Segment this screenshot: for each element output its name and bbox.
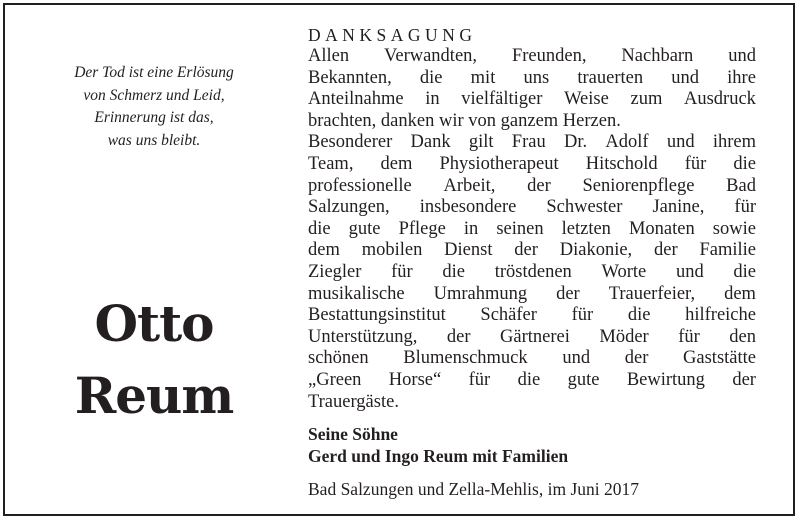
quote-line: von Schmerz und Leid, xyxy=(83,86,225,104)
signature-line-1: Seine Söhne xyxy=(308,424,398,445)
text-line: „Green Horse“ für die gute Bewirtung der xyxy=(308,369,756,390)
text-line: professionelle Arbeit, der Seniorenpflege Bad xyxy=(308,175,756,196)
quote-line: Der Tod ist eine Erlösung xyxy=(74,64,234,81)
right-column xyxy=(308,24,756,500)
text-line: brachten, danken wir von ganzem Herzen. xyxy=(308,110,621,131)
text-line: Team, dem Physiotherapeut Hitschold für die xyxy=(308,153,756,174)
left-column xyxy=(15,5,293,514)
text-line: Bestattungsinstitut Schäfer für die hilfreiche xyxy=(308,305,756,326)
deceased-last-name: Reum xyxy=(74,366,234,425)
text-line: Anteilnahme in vielfältiger Weise zum Ausdruck xyxy=(308,89,756,110)
quote-line: Erinnerung ist das, xyxy=(94,109,214,126)
deceased-name xyxy=(15,288,293,432)
text-line: Bekannten, die mit uns trauerten und ihre xyxy=(308,67,756,88)
acknowledgement-paragraph-2 xyxy=(308,132,756,413)
text-line: Allen Verwandten, Freunden, Nachbarn und xyxy=(308,46,756,66)
text-line: Ziegler für die tröstdenen Worte und die xyxy=(308,261,756,282)
text-line: Trauergäste. xyxy=(308,391,399,412)
signature-line-2: Gerd und Ingo Reum mit Familien xyxy=(308,445,569,466)
text-line: musikalische Umrahmung der Trauerfeier, dem xyxy=(308,283,756,304)
text-line: Salzungen, insbesondere Schwester Janine, für xyxy=(308,197,756,218)
signature xyxy=(308,424,756,467)
text-line: Besonderer Dank gilt Frau Dr. Adolf und ihrem xyxy=(308,132,756,153)
quote-line: was uns bleibt. xyxy=(107,131,201,149)
text-line: schönen Blumenschmuck und der Gaststätte xyxy=(308,348,756,369)
place-date: Bad Salzungen und Zella-Mehlis, im Juni 2017 xyxy=(308,479,639,500)
text-line: die gute Pflege in seinen letzten Monaten sowie xyxy=(308,218,756,239)
heading: DANKSAGUNG xyxy=(308,25,477,45)
obituary-frame xyxy=(3,3,795,516)
memorial-quote xyxy=(15,62,293,152)
acknowledgement-paragraph-1 xyxy=(308,46,756,132)
text-line: dem mobilen Dienst der Diakonie, der Familie xyxy=(308,240,756,261)
text-line: Unterstützung, der Gärtnerei Möder für den xyxy=(308,326,756,347)
deceased-first-name: Otto xyxy=(94,294,214,353)
